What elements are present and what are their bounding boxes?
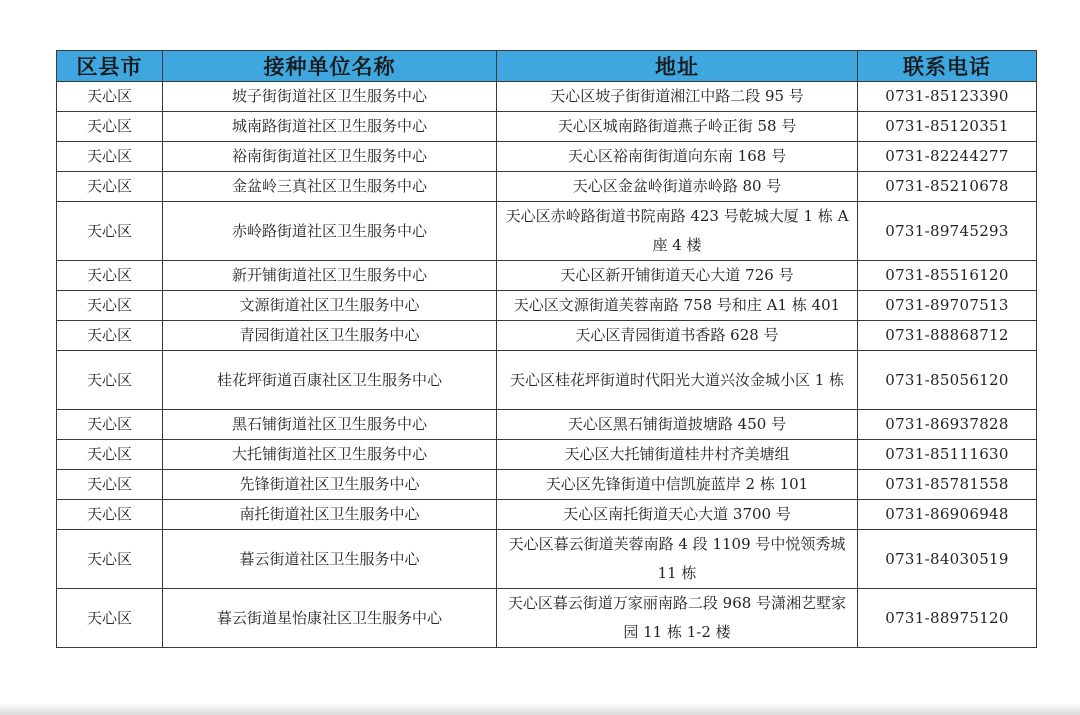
- cell-district: 天心区: [57, 142, 163, 172]
- cell-address: 天心区暮云街道万家丽南路二段 968 号潇湘艺墅家园 11 栋 1-2 楼: [497, 589, 858, 648]
- cell-phone: 0731-86937828: [858, 410, 1037, 440]
- table-row: [57, 142, 1037, 172]
- cell-phone: 0731-85210678: [858, 172, 1037, 202]
- cell-address: 天心区大托铺街道桂井村齐美塘组: [497, 440, 858, 470]
- cell-name: 暮云街道社区卫生服务中心: [163, 530, 497, 589]
- page-bottom-shadow: [0, 703, 1080, 715]
- cell-name: 坡子街街道社区卫生服务中心: [163, 82, 497, 112]
- table-row: [57, 321, 1037, 351]
- cell-name: 南托街道社区卫生服务中心: [163, 500, 497, 530]
- cell-district: 天心区: [57, 291, 163, 321]
- table-row: [57, 172, 1037, 202]
- table-row: [57, 589, 1037, 648]
- header-row: [57, 51, 1037, 82]
- cell-district: 天心区: [57, 321, 163, 351]
- header-name: 接种单位名称: [163, 51, 497, 82]
- cell-district: 天心区: [57, 470, 163, 500]
- cell-name: 黑石铺街道社区卫生服务中心: [163, 410, 497, 440]
- table-row: [57, 440, 1037, 470]
- table-row: [57, 351, 1037, 410]
- cell-address: 天心区桂花坪街道时代阳光大道兴汝金城小区 1 栋: [497, 351, 858, 410]
- table-header: [57, 51, 1037, 82]
- cell-phone: 0731-85120351: [858, 112, 1037, 142]
- table-row: [57, 112, 1037, 142]
- cell-name: 桂花坪街道百康社区卫生服务中心: [163, 351, 497, 410]
- header-district: 区县市: [57, 51, 163, 82]
- cell-phone: 0731-88868712: [858, 321, 1037, 351]
- cell-address: 天心区金盆岭街道赤岭路 80 号: [497, 172, 858, 202]
- cell-district: 天心区: [57, 202, 163, 261]
- cell-address: 天心区赤岭路街道书院南路 423 号乾城大厦 1 栋 A 座 4 楼: [497, 202, 858, 261]
- table-row: [57, 82, 1037, 112]
- cell-address: 天心区黑石铺街道披塘路 450 号: [497, 410, 858, 440]
- cell-phone: 0731-85781558: [858, 470, 1037, 500]
- cell-district: 天心区: [57, 172, 163, 202]
- cell-phone: 0731-86906948: [858, 500, 1037, 530]
- cell-phone: 0731-85056120: [858, 351, 1037, 410]
- cell-district: 天心区: [57, 351, 163, 410]
- table-row: [57, 291, 1037, 321]
- cell-name: 城南路街道社区卫生服务中心: [163, 112, 497, 142]
- cell-name: 新开铺街道社区卫生服务中心: [163, 261, 497, 291]
- cell-district: 天心区: [57, 261, 163, 291]
- cell-name: 大托铺街道社区卫生服务中心: [163, 440, 497, 470]
- cell-district: 天心区: [57, 82, 163, 112]
- cell-phone: 0731-82244277: [858, 142, 1037, 172]
- cell-address: 天心区青园街道书香路 628 号: [497, 321, 858, 351]
- table-row: [57, 261, 1037, 291]
- cell-name: 先锋街道社区卫生服务中心: [163, 470, 497, 500]
- table-row: [57, 530, 1037, 589]
- table-row: [57, 470, 1037, 500]
- cell-district: 天心区: [57, 530, 163, 589]
- cell-address: 天心区城南路街道燕子岭正街 58 号: [497, 112, 858, 142]
- cell-name: 赤岭路街道社区卫生服务中心: [163, 202, 497, 261]
- cell-phone: 0731-85516120: [858, 261, 1037, 291]
- cell-address: 天心区暮云街道芙蓉南路 4 段 1109 号中悦领秀城 11 栋: [497, 530, 858, 589]
- cell-phone: 0731-89745293: [858, 202, 1037, 261]
- header-address: 地址: [497, 51, 858, 82]
- cell-phone: 0731-85123390: [858, 82, 1037, 112]
- header-phone: 联系电话: [858, 51, 1037, 82]
- cell-district: 天心区: [57, 410, 163, 440]
- table-row: [57, 410, 1037, 440]
- cell-name: 裕南街街道社区卫生服务中心: [163, 142, 497, 172]
- cell-address: 天心区先锋街道中信凯旋蓝岸 2 栋 101: [497, 470, 858, 500]
- cell-address: 天心区裕南街街道向东南 168 号: [497, 142, 858, 172]
- cell-phone: 0731-88975120: [858, 589, 1037, 648]
- cell-district: 天心区: [57, 440, 163, 470]
- cell-address: 天心区坡子街街道湘江中路二段 95 号: [497, 82, 858, 112]
- cell-name: 文源街道社区卫生服务中心: [163, 291, 497, 321]
- cell-district: 天心区: [57, 589, 163, 648]
- table-row: [57, 202, 1037, 261]
- cell-phone: 0731-89707513: [858, 291, 1037, 321]
- cell-address: 天心区新开铺街道天心大道 726 号: [497, 261, 858, 291]
- cell-district: 天心区: [57, 500, 163, 530]
- vaccination-sites-table: [56, 50, 1037, 648]
- cell-phone: 0731-84030519: [858, 530, 1037, 589]
- table-row: [57, 500, 1037, 530]
- cell-address: 天心区南托街道天心大道 3700 号: [497, 500, 858, 530]
- table-body: [57, 82, 1037, 648]
- cell-district: 天心区: [57, 112, 163, 142]
- cell-phone: 0731-85111630: [858, 440, 1037, 470]
- cell-name: 青园街道社区卫生服务中心: [163, 321, 497, 351]
- cell-name: 金盆岭三真社区卫生服务中心: [163, 172, 497, 202]
- cell-name: 暮云街道星怡康社区卫生服务中心: [163, 589, 497, 648]
- cell-address: 天心区文源街道芙蓉南路 758 号和庄 A1 栋 401: [497, 291, 858, 321]
